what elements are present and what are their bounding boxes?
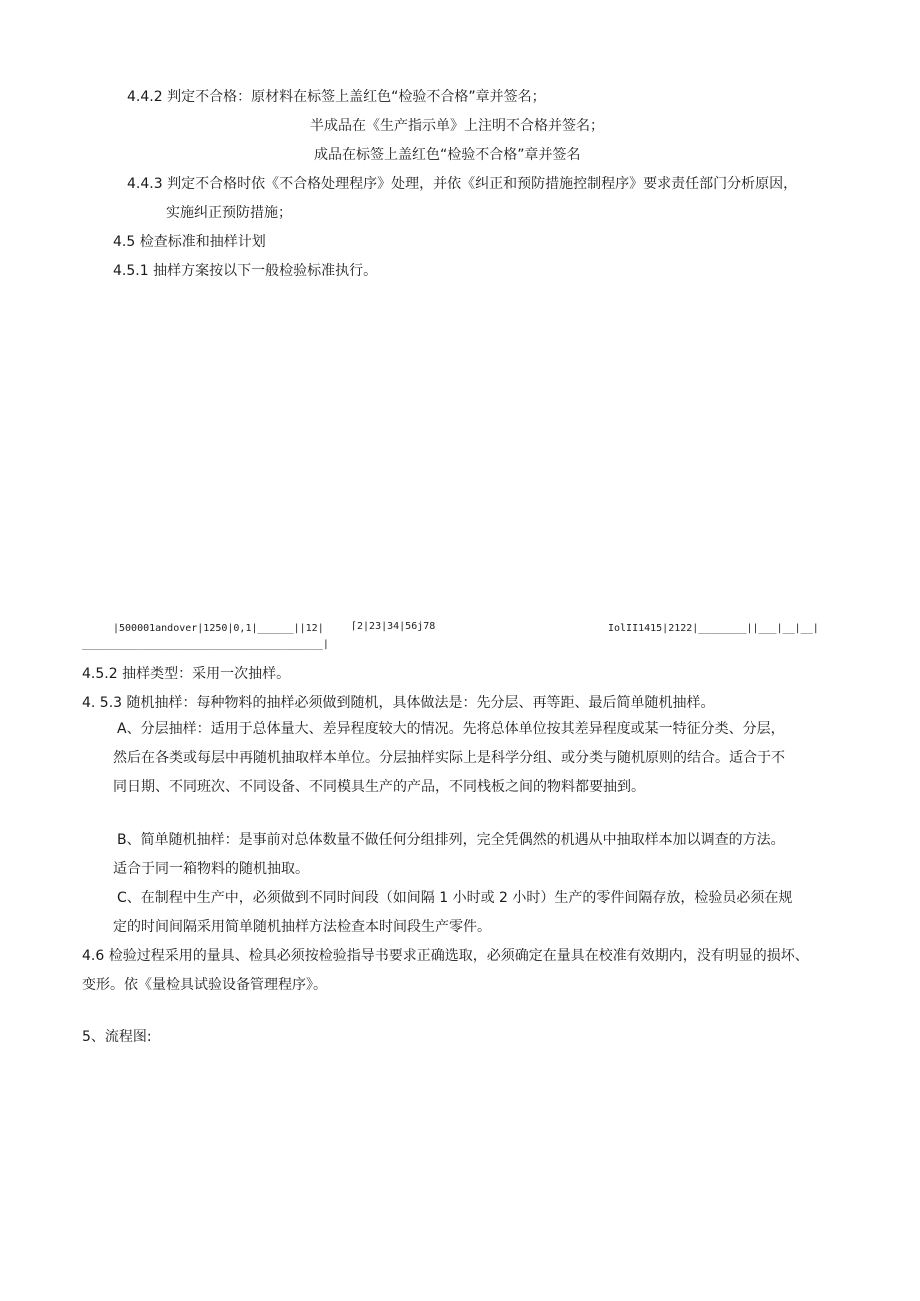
section-5-heading: 5、流程图: — [82, 1029, 152, 1045]
item-4-4-2-line2: 半成品在《生产指示单》上注明不合格并签名； — [310, 118, 604, 134]
item-a-line2: 然后在各类或每层中再随机抽取样本单位。分层抽样实际上是科学分组、或分类与随机原则的结合。适合于不 — [113, 750, 785, 766]
item-4-4-3-line1: 4.4.3 判定不合格时依《不合格处理程序》处理，并依《纠正和预防措施控制程序》要求责任部门分析原因， — [127, 176, 798, 192]
item-b-line1: B、简单随机抽样：是事前对总体数量不做任何分组排列，完全凭偶然的机遇从中抽取样本加以调查的方法。 — [117, 832, 785, 848]
item-4-5-1: 4.5.1 抽样方案按以下一般检验标准执行。 — [113, 263, 378, 279]
item-4-5-2: 4.5.2 抽样类型：采用一次抽样。 — [82, 666, 291, 682]
item-4-5-3: 4. 5.3 随机抽样：每种物料的抽样必须做到随机，具体做法是：先分层、再等距、最后简单随机抽样。 — [82, 695, 715, 711]
item-c-line2: 定的时间间隔采用简单随机抽样方法检查本时间段生产零件。 — [113, 919, 491, 935]
item-a-line3: 同日期、不同班次、不同设备、不同模具生产的产品，不同栈板之间的物料都要抽到。 — [113, 779, 645, 795]
table-residue-seg3: IolII1415|2122|________||___|__|__| — [608, 623, 819, 634]
section-4-6-line1: 4.6 检验过程采用的量具、检具必须按检验指导书要求正确选取，必须确定在量具在校准有效期内，没有明显的损坏、 — [82, 948, 809, 964]
item-a-line1: A、分层抽样：适用于总体量大、差异程度较大的情况。先将总体单位按其差异程度或某一特征分类、分层， — [117, 721, 785, 737]
table-residue-seg2: ⌈2|23|34|56j78 — [351, 621, 436, 632]
item-4-4-2-line3: 成品在标签上盖红色“检验不合格”章并签名 — [314, 147, 581, 163]
table-residue-seg1: |500001andover|1250|0,1|______||12| — [113, 623, 324, 634]
item-c-line1: C、在制程中生产中，必须做到不同时间段（如间隔 1 小时或 2 小时）生产的零件间隔存放，检验员必须在规 — [117, 890, 793, 906]
table-residue-seg4: ________________________________________| — [82, 639, 329, 650]
item-b-line2: 适合于同一箱物料的随机抽取。 — [113, 861, 309, 877]
item-4-4-2-line1: 4.4.2 判定不合格：原材料在标签上盖红色“检验不合格”章并签名； — [127, 89, 546, 105]
item-4-4-3-line2: 实施纠正预防措施； — [166, 205, 292, 221]
section-4-5-heading: 4.5 检查标准和抽样计划 — [113, 234, 266, 250]
section-4-6-line2: 变形。依《量检具试验设备管理程序》。 — [82, 977, 327, 993]
